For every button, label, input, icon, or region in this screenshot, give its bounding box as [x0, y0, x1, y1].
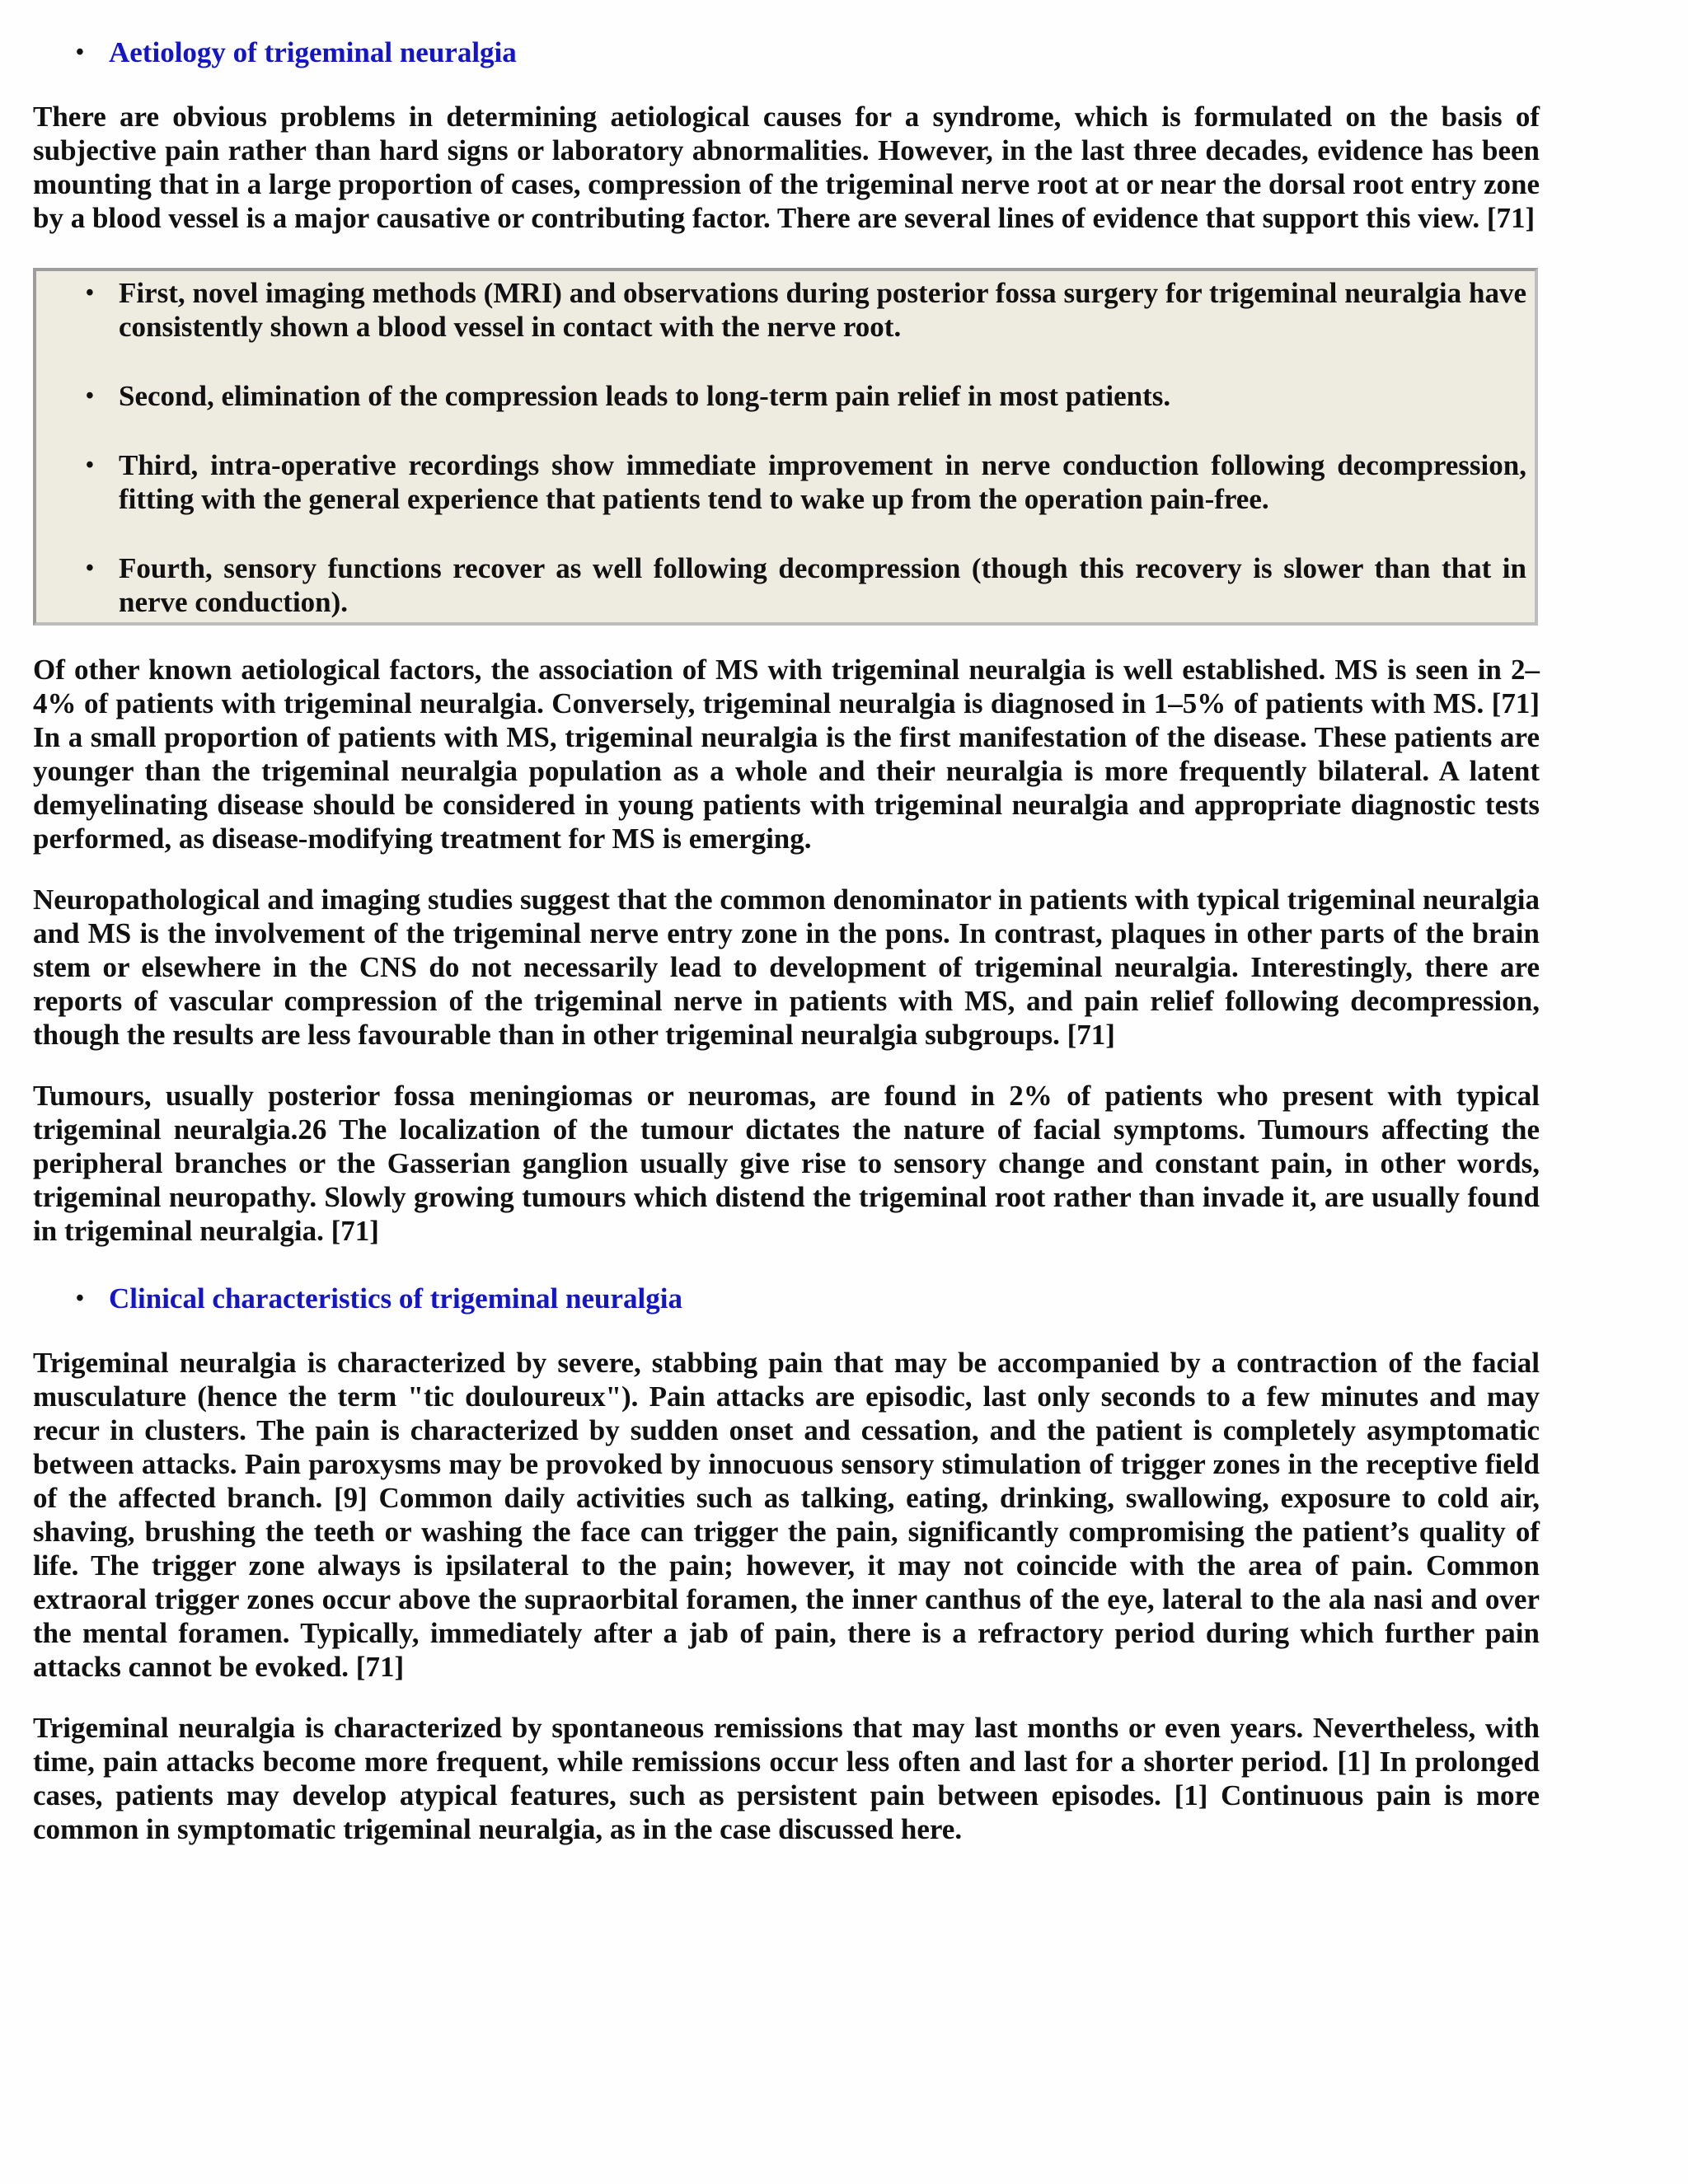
evidence-item — [36, 448, 1526, 516]
bullet-icon: • — [86, 555, 94, 581]
evidence-item — [36, 276, 1526, 344]
body-paragraph: Neuropathological and imaging studies suggest that the common denominator in patients with typical trigeminal neuralgia and MS is the involvement of the trigeminal nerve entry zone in the pons. In contrast, plaques in other parts of the brain stem or elsewhere in the CNS do not necessarily lead to development of trigeminal neuralgia. Interestingly, there are reports of vascular compression of the trigeminal nerve in patients with MS, and pain relief following decompression, though the results are less favourable than in other trigeminal neuralgia subgroups. [71] — [33, 883, 1540, 1051]
bullet-icon: • — [86, 383, 94, 409]
document-page — [33, 0, 1540, 1846]
bullet-icon: • — [86, 280, 94, 306]
bullet-icon: • — [76, 40, 84, 65]
evidence-item — [36, 551, 1526, 619]
bullet-icon: • — [76, 1286, 84, 1311]
evidence-item-text: Second, elimination of the compression leads to long-term pain relief in most patients. — [119, 380, 1171, 412]
evidence-list — [36, 276, 1526, 619]
body-paragraph: Trigeminal neuralgia is characterized by spontaneous remissions that may last months or even years. Nevertheless, with time, pain attacks become more frequent, while remissions occur less often and last for a shorter period. [1] In prolonged cases, patients may develop atypical features, such as persistent pain between episodes. [1] Continuous pain is more common in symptomatic trigeminal neuralgia, as in the case discussed here. — [33, 1712, 1540, 1845]
body-paragraph: Of other known aetiological factors, the association of MS with trigeminal neuralgia is well established. MS is seen in 2–4% of patients with trigeminal neuralgia. Conversely, trigeminal neuralgia is diagnosed in 1–5% of patients with MS. [71] In a small proportion of patients with MS, trigeminal neuralgia is the first manifestation of the disease. These patients are younger than the trigeminal neuralgia population as a whole and their neuralgia is more frequently bilateral. A latent demyelinating disease should be considered in young patients with trigeminal neuralgia and appropriate diagnostic tests performed, as disease-modifying treatment for MS is emerging. — [33, 654, 1540, 855]
intro-paragraph: There are obvious problems in determining aetiological causes for a syndrome, which is formulated on the basis of subjective pain rather than hard signs or laboratory abnormalities. However, in the last three decades, evidence has been mounting that in a large proportion of cases, compression of the trigeminal nerve root at or near the dorsal root entry zone by a blood vessel is a major causative or contributing factor. There are several lines of evidence that support this view. [71] — [33, 101, 1540, 234]
section-heading-aetiology — [33, 33, 1540, 73]
evidence-item — [36, 379, 1526, 413]
body-paragraph: Tumours, usually posterior fossa meningiomas or neuromas, are found in 2% of patients who present with typical trigeminal neuralgia.26 The localization of the tumour dictates the nature of facial symptoms. Tumours affecting the peripheral branches or the Gasserian ganglion usually give rise to sensory change and constant pain, in other words, trigeminal neuropathy. Slowly growing tumours which distend the trigeminal root rather than invade it, are usually found in trigeminal neuralgia. [71] — [33, 1080, 1540, 1247]
section-heading-clinical — [33, 1279, 1540, 1319]
evidence-box — [33, 268, 1538, 626]
heading-text: Clinical characteristics of trigeminal neuralgia — [109, 1282, 682, 1315]
bullet-icon: • — [86, 452, 94, 478]
evidence-item-text: Third, intra-operative recordings show immediate improvement in nerve conduction following decompression, fitting with the general experience that patients tend to wake up from the operation pain-free. — [119, 449, 1526, 515]
evidence-item-text: First, novel imaging methods (MRI) and observations during posterior fossa surgery for trigeminal neuralgia have consistently shown a blood vessel in contact with the nerve root. — [119, 277, 1526, 343]
body-paragraph: Trigeminal neuralgia is characterized by severe, stabbing pain that may be accompanied by a contraction of the facial musculature (hence the term "tic douloureux"). Pain attacks are episodic, last only seconds to a few minutes and may recur in clusters. The pain is characterized by sudden onset and cessation, and the patient is completely asymptomatic between attacks. Pain paroxysms may be provoked by innocuous sensory stimulation of trigger zones in the receptive field of the affected branch. [9] Common daily activities such as talking, eating, drinking, swallowing, exposure to cold air, shaving, brushing the teeth or washing the face can trigger the pain, significantly compromising the patient’s quality of life. The trigger zone always is ipsilateral to the pain; however, it may not coincide with the area of pain. Common extraoral trigger zones occur above the supraorbital foramen, the inner canthus of the eye, lateral to the ala nasi and over the mental foramen. Typically, immediately after a jab of pain, there is a refractory period during which further pain attacks cannot be evoked. [71] — [33, 1347, 1540, 1683]
heading-text: Aetiology of trigeminal neuralgia — [109, 36, 517, 68]
evidence-item-text: Fourth, sensory functions recover as well following decompression (though this recovery is slower than that in nerve conduction). — [119, 552, 1526, 618]
